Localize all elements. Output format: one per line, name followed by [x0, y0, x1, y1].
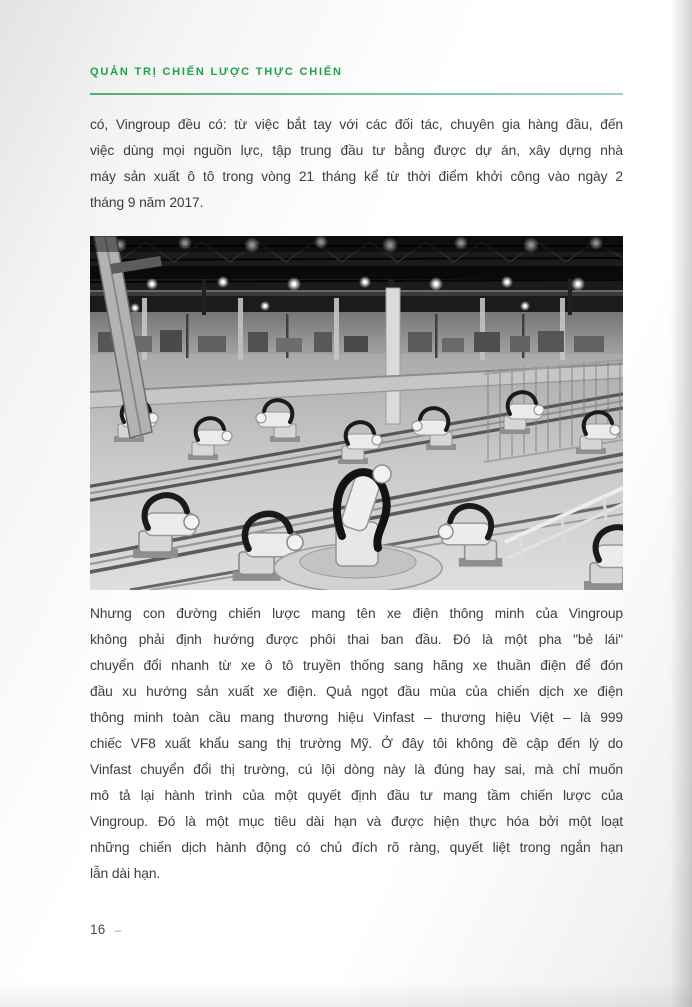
paragraph-line: việc dùng mọi nguồn lực, tập trung đầu tư bằng được dự án, xây dựng nhà — [90, 143, 623, 158]
paragraph-line: chuyển đổi nhanh từ xe ô tô truyền thống sang hãng xe thuần điện để đón — [90, 658, 623, 673]
catwalk-rail — [90, 291, 623, 296]
paragraph-line: không phải định hướng được phôi thai ban đầu. Đó là một pha "bẻ lái" — [90, 632, 623, 647]
paragraph-line: mô tả lại hành trình của một quyết định đầu tư mang tầm chiến lược của — [90, 788, 623, 803]
page-number-dash: – — [114, 923, 122, 937]
page-bottom-edge-shadow — [0, 981, 692, 1007]
paragraph-line: chiếc VF8 xuất khẩu sang thị trường Mỹ. Ở đây tôi không đề cập đến lý do — [90, 736, 623, 751]
factory-photo-illustration — [90, 236, 623, 590]
header-divider-line — [90, 93, 623, 95]
running-header-title: QUẢN TRỊ CHIẾN LƯỢC THỰC CHIẾN — [90, 66, 343, 78]
page-footer — [90, 922, 122, 937]
page-right-edge-shadow — [670, 0, 692, 1007]
paragraph-line: Vinfast chuyển đổi thị trường, cú lội dòng này là đúng hay sai, mà chỉ muốn — [90, 762, 623, 777]
factory-photo — [90, 236, 623, 590]
paragraph-line: đầu xu hướng sản xuất xe điện. Quả ngọt đầu mùa của chiến dịch xe điện — [90, 684, 623, 699]
paragraph-line: có, Vingroup đều có: từ việc bắt tay với các đối tác, chuyên gia hàng đầu, đến — [90, 117, 623, 132]
paragraph-line: máy sản xuất ô tô trong vòng 21 tháng kể từ thời điểm khởi công vào ngày 2 — [90, 169, 623, 184]
paragraph-line: thông minh toàn cầu mang thương hiệu Vinfast – thương hiệu Việt – là 999 — [90, 710, 623, 725]
paragraph-line: những chiến dịch hành động có chủ đích rõ ràng, quyết liệt trong ngắn hạn — [90, 840, 623, 855]
photo-top-vignette — [90, 236, 623, 252]
paragraph-line: lẫn dài hạn. — [90, 866, 161, 881]
paragraph-main — [90, 601, 623, 887]
paragraph-line: Vingroup. Đó là một mục tiêu dài hạn và được hiện thực hóa bởi một loạt — [90, 814, 623, 829]
paragraph-line: tháng 9 năm 2017. — [90, 195, 204, 210]
page-number: 16 — [90, 922, 106, 937]
main-beam — [90, 266, 623, 279]
paragraph-line: Nhưng con đường chiến lược mang tên xe điện thông minh của Vingroup — [90, 606, 623, 621]
paragraph-intro — [90, 112, 623, 216]
